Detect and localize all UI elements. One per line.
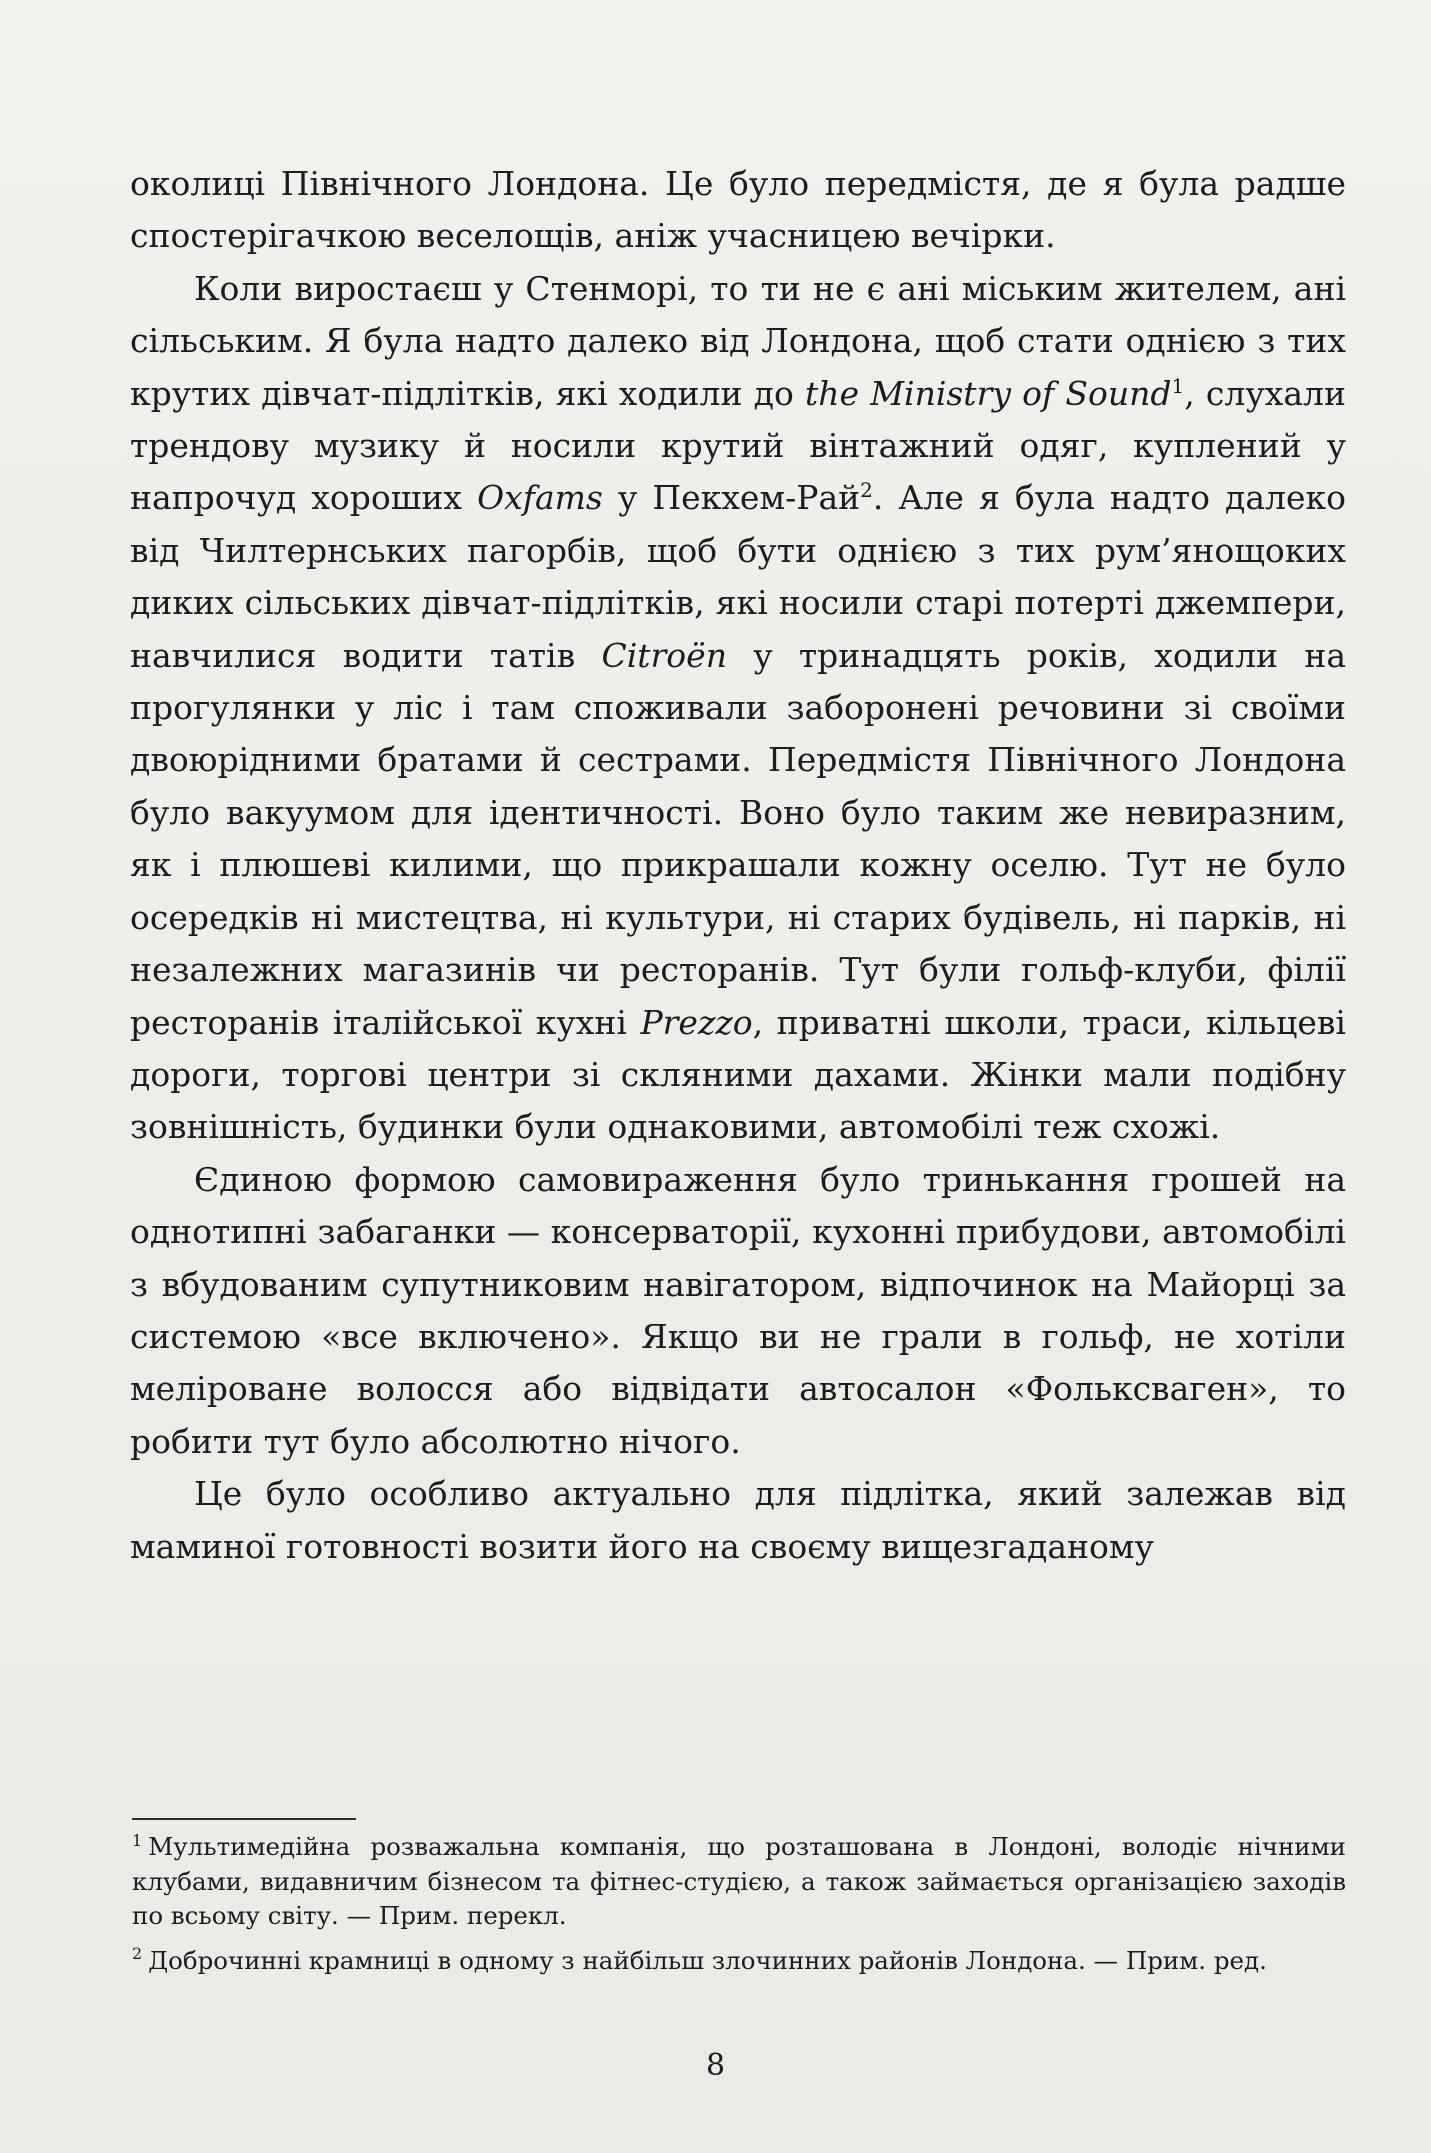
- footnote-1: [132, 1830, 1346, 1934]
- footnote-2-mark: 2: [132, 1944, 143, 1964]
- footnote-1-mark: 1: [132, 1830, 143, 1850]
- italic-citroen: Citroën: [601, 635, 727, 675]
- footnote-ref-2: 2: [860, 478, 873, 503]
- paragraph-3: Єдиною формою самовираження було тринькання грошей на однотипні забаганки — консерваторії, кухонні прибудови, автомобілі з вбудованим супутниковим навігатором, відпочинок на Майорці за системою «все включено». Якщо ви не грали в гольф, не хотіли меліроване волосся або відвідати автосалон «Фольксваген», то робити тут було абсолютно нічого.: [130, 1159, 1346, 1461]
- paragraph-2-text-b: , слухали трендову музику й носили крутий вінтажний одяг, куплений у напрочуд хороших: [130, 373, 1346, 518]
- paragraph-2-text-c: у Пекхем-Рай: [602, 478, 861, 518]
- paragraph-2: [130, 263, 1346, 1154]
- paragraph-2-text-d: . Але я була надто далеко від Чилтернських пагорбів, щоб бути однією з тих рум’янощоких диких сільських дівчат-підлітків, які носили старі потерті джемпери, навчилися водити татів: [130, 478, 1346, 675]
- italic-ministry-of-sound: the Ministry of Sound: [805, 373, 1172, 413]
- page-number: 8: [705, 2048, 726, 2083]
- footnote-ref-1: 1: [1171, 373, 1185, 398]
- italic-prezzo: Prezzo: [640, 1002, 753, 1042]
- paragraph-1: околиці Північного Лондона. Це було передмістя, де я була радше спостерігачкою веселощів, аніж учасницею вечірки.: [130, 164, 1346, 256]
- paragraph-2-text-a: Коли виростаєш у Стенморі, то ти не є ані міським жителем, ані сільським. Я була надто далеко від Лондона, щоб стати однією з тих крутих дівчат-підлітків, які ходили до: [130, 268, 1346, 413]
- footnote-2-text: Доброчинні крамниці в одному з найбільш злочинних районів Лондона. — Прим. ред.: [148, 1945, 1267, 1975]
- footnote-1-text: Мультимедійна розважальна компанія, що розташована в Лондоні, володіє нічними клубами, видавничим бізнесом та фітнес-студією, а також займається організацією заходів по всьому світу. — Прим. перекл.: [132, 1832, 1346, 1930]
- paragraph-2-text-f: , приватні школи, траси, кільцеві дороги, торгові центри зі скляними дахами. Жінки мали подібну зовнішність, будинки були однаковими, автомобілі теж схожі.: [130, 1002, 1346, 1147]
- footnotes: [132, 1830, 1346, 1988]
- italic-oxfams: Oxfams: [477, 478, 603, 518]
- paragraph-4: Це було особливо актуально для підлітка, який залежав від маминої готовності возити його на своєму вищезгаданому: [130, 1474, 1346, 1566]
- paragraph-2-text-e: у тринадцять років, ходили на прогулянки у ліс і там споживали заборонені речовини зі своїми двоюрідними братами й сестрами. Передмістя Північного Лондона було вакуумом для ідентичності. Воно було таким же невиразним, як і плюшеві килими, що прикрашали кожну оселю. Тут не було осередків ні мистецтва, ні культури, ні старих будівель, ні парків, ні незалежних магазинів чи ресторанів. Тут були гольф-клуби, філії ресторанів італійської кухні: [130, 635, 1346, 1042]
- footnote-2: [132, 1944, 1346, 1979]
- main-text: [130, 158, 1346, 1573]
- footnote-divider: [132, 1818, 356, 1820]
